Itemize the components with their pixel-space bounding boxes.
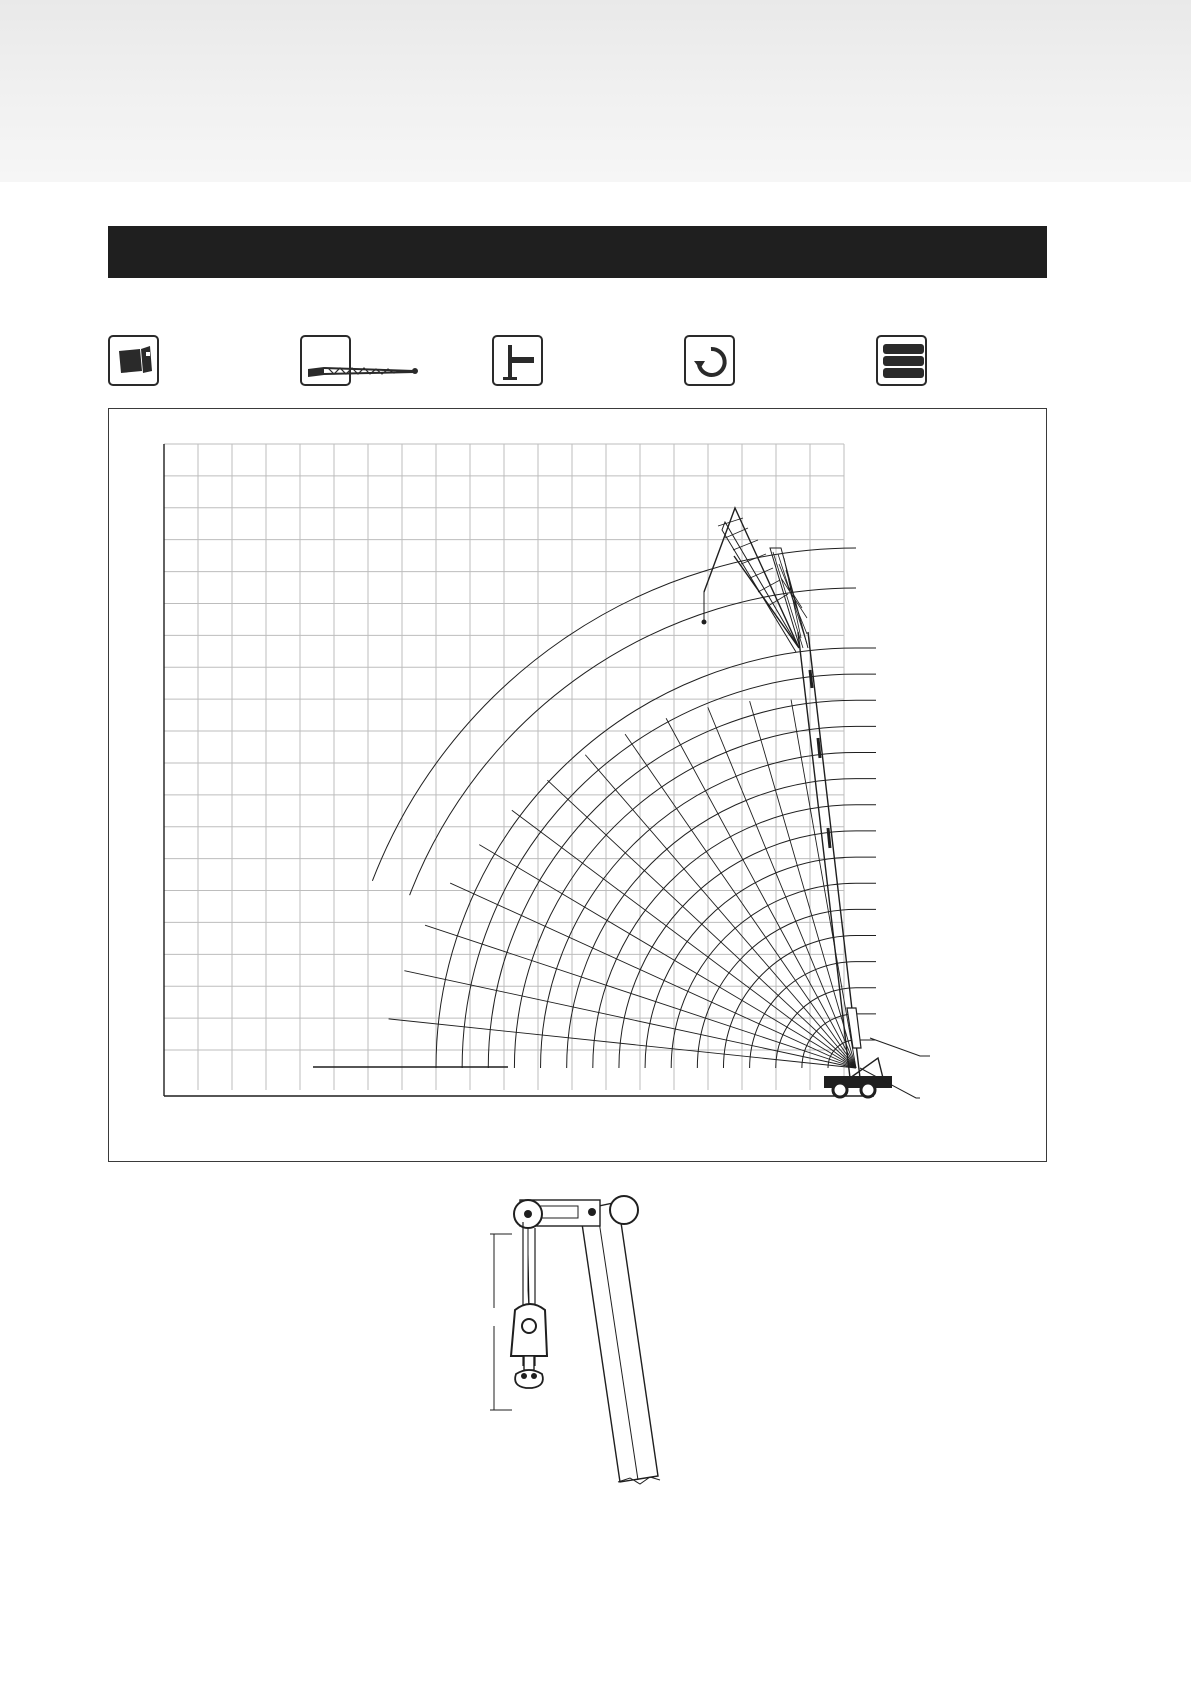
boom-angle-ray xyxy=(750,701,856,1068)
section-title-bar xyxy=(108,226,1047,278)
lattice-jib-icon xyxy=(302,337,422,388)
counterweight-icon xyxy=(110,337,161,388)
header-band xyxy=(0,0,1191,182)
working-range-diagram xyxy=(108,408,1047,1162)
slewing-360-icon xyxy=(686,337,737,388)
load-table-tile xyxy=(876,335,927,386)
dimension-line xyxy=(490,1234,512,1410)
counterweight-tile xyxy=(108,335,159,386)
boom-angle-ray xyxy=(404,971,856,1068)
boom-angle-ray xyxy=(425,925,856,1068)
slewing-tile xyxy=(684,335,735,386)
boom-angle-ray xyxy=(666,718,856,1068)
jib-range-arc xyxy=(372,548,856,881)
boom-angle-ray xyxy=(512,810,856,1068)
grid xyxy=(164,444,874,1096)
radius-arcs xyxy=(372,548,876,1068)
boom-angle-rays xyxy=(389,700,856,1068)
boom-angle-ray xyxy=(450,883,856,1068)
boom-angle-ray xyxy=(585,755,856,1068)
outrigger-icon xyxy=(494,337,545,388)
lattice-jib-tile xyxy=(300,335,351,386)
carrier xyxy=(824,1038,930,1098)
lattice-jib xyxy=(702,508,809,652)
hook-block-detail xyxy=(480,1190,720,1490)
outrigger-tile xyxy=(492,335,543,386)
load-table-stack-icon xyxy=(878,337,929,388)
hook-block xyxy=(511,1222,547,1388)
